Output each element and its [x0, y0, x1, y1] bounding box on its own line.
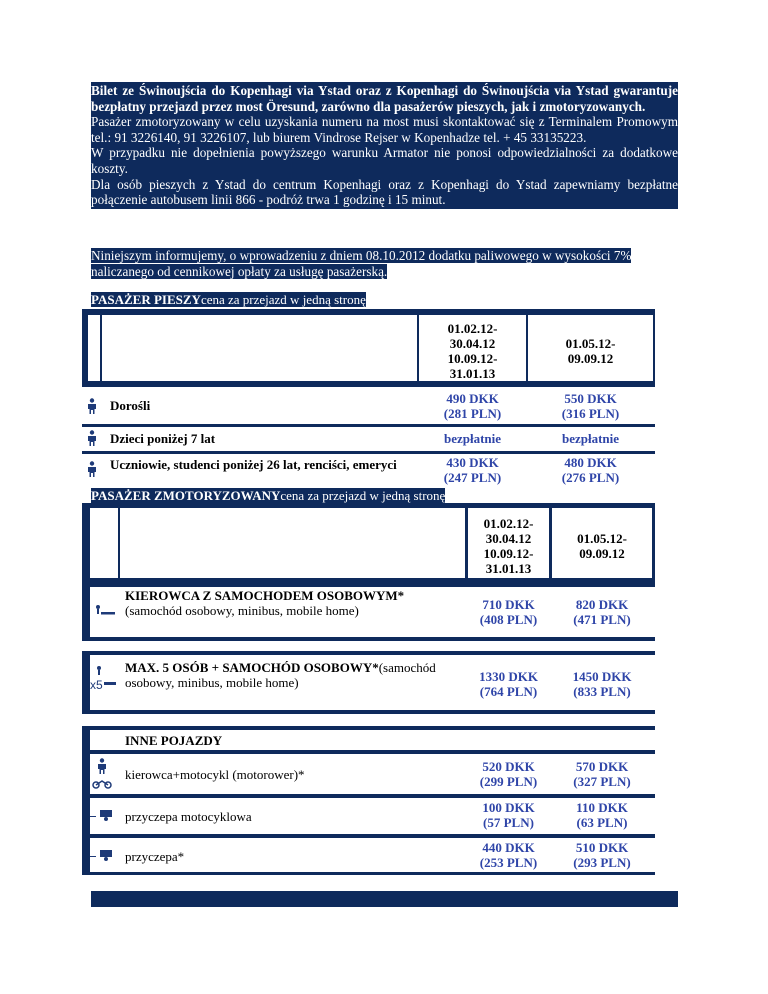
foot-period1-header — [419, 321, 526, 381]
car-section-title — [91, 488, 445, 503]
price-pln: (253 PLN) — [479, 855, 538, 870]
price-pln: (408 PLN) — [479, 612, 538, 627]
foot-row-label: Uczniowie, studenci poniżej 26 lat, renciści, emeryci — [110, 457, 397, 472]
foot-period2-line1: 01.05.12- — [565, 336, 616, 351]
price-dkk: 110 DKK — [576, 800, 628, 815]
person-icon — [84, 429, 100, 447]
intro-block — [91, 82, 678, 209]
price-pln: (57 PLN) — [483, 815, 534, 830]
car-row-group — [82, 656, 655, 710]
foot-row-children — [82, 427, 655, 449]
car-x5-icon — [88, 666, 118, 694]
price-dkk: 490 DKK — [446, 391, 499, 406]
foot-row-label: Dzieci poniżej 7 lat — [110, 431, 216, 446]
trailer-icon — [90, 848, 118, 864]
price-pln: (299 PLN) — [479, 774, 538, 789]
x5-label: x5 — [90, 678, 103, 692]
intro-bus-text: Dla osób pieszych z Ystad do centrum Kopenhagi oraz z Kopenhagi do Ystad zapewniamy bezpłatne połączenie autobusem linii 866 - podróż trwa 1 godzinę i 15 minut. — [91, 176, 678, 208]
person-icon — [84, 397, 100, 415]
price-free: bezpłatnie — [443, 431, 502, 446]
price-dkk: 480 DKK — [564, 455, 617, 470]
price-dkk: 710 DKK — [482, 597, 535, 612]
other-vehicles-header — [82, 730, 655, 750]
other-row-moto-trailer — [82, 798, 655, 834]
foot-row-adults — [82, 389, 655, 423]
price-pln: (293 PLN) — [573, 855, 631, 870]
car-row-label-rest: (samochód osobowy, minibus, mobile home) — [125, 603, 359, 618]
price-pln: (281 PLN) — [443, 406, 502, 421]
foot-title-bold: PASAŻER PIESZY — [91, 292, 201, 307]
price-dkk: 430 DKK — [446, 455, 499, 470]
fuel-notice — [91, 248, 678, 279]
car-icon — [90, 602, 118, 620]
footer-bar — [91, 891, 678, 907]
car-row-label-bold: KIEROWCA Z SAMOCHODEM OSOBOWYM* — [125, 588, 405, 603]
foot-period1-line4: 31.01.13 — [449, 366, 496, 381]
car-row-driver — [82, 587, 655, 637]
price-dkk: 440 DKK — [482, 840, 535, 855]
foot-period2-line2: 09.09.12 — [567, 351, 614, 366]
other-vehicles-title: INNE POJAZDY — [125, 733, 223, 748]
price-pln: (833 PLN) — [573, 684, 631, 699]
other-row-motorcycle — [82, 754, 655, 794]
price-dkk: 100 DKK — [482, 800, 535, 815]
price-pln: (247 PLN) — [443, 470, 502, 485]
price-dkk: 1450 DKK — [572, 669, 632, 684]
person-icon — [84, 460, 100, 478]
other-row-label: przyczepa motocyklowa — [125, 809, 252, 824]
intro-liability-text: W przypadku nie dopełnienia powyższego warunku Armator nie ponosi odpowiedzialności za dodatkowe koszty. — [91, 145, 678, 176]
price-dkk: 520 DKK — [482, 759, 535, 774]
car-table — [82, 503, 655, 875]
foot-section-title — [91, 292, 366, 307]
other-row-label: kierowca+motocykl (motorower)* — [125, 767, 305, 782]
car-title-rest: cena za przejazd w jedną stronę — [280, 488, 446, 503]
car-period2-line2: 09.09.12 — [579, 546, 625, 561]
foot-table — [82, 309, 655, 489]
price-free: bezpłatnie — [561, 431, 620, 446]
other-row-trailer — [82, 838, 655, 874]
intro-bold-text: Bilet ze Świnoujścia do Kopenhagi via Ystad oraz z Kopenhagi do Świnoujścia via Ystad gwarantuje bezpłatny przejazd przez most Öresund, zarówno dla pasażerów pieszych, jak i zmotoryzowanych. — [91, 83, 678, 114]
car-row-label-rest: (samochód osobowy, minibus, mobile home) — [125, 660, 436, 690]
foot-period2-header — [528, 336, 653, 366]
foot-period1-line2: 30.04.12 — [449, 336, 496, 351]
car-period2-line1: 01.05.12- — [577, 531, 627, 546]
car-period1-line4: 31.01.13 — [485, 561, 532, 576]
foot-row-label: Dorośli — [110, 398, 151, 413]
price-dkk: 820 DKK — [575, 597, 629, 612]
price-pln: (327 PLN) — [573, 774, 631, 789]
fuel-notice-text: Niniejszym informujemy, o wprowadzeniu z dniem 08.10.2012 dodatku paliwowego w wysokości 7% naliczanego od cennikowej opłaty za usługę pasażerską. — [91, 248, 632, 279]
other-row-label: przyczepa* — [125, 849, 185, 864]
car-period1-line2: 30.04.12 — [485, 531, 532, 546]
price-pln: (63 PLN) — [576, 815, 628, 830]
car-period1-header — [468, 516, 549, 576]
foot-title-rest: cena za przejazd w jedną stronę — [200, 292, 366, 307]
car-row-label-bold: MAX. 5 OSÓB + SAMOCHÓD OSOBOWY* — [125, 660, 379, 675]
price-pln: (471 PLN) — [573, 612, 631, 627]
foot-row-students — [82, 454, 655, 488]
price-dkk: 1330 DKK — [479, 669, 538, 684]
car-period1-line1: 01.02.12- — [483, 516, 534, 531]
price-pln: (316 PLN) — [561, 406, 620, 421]
car-title-bold: PASAŻER ZMOTORYZOWANY — [91, 488, 281, 503]
car-period2-header — [552, 531, 652, 561]
price-dkk: 550 DKK — [564, 391, 617, 406]
price-dkk: 570 DKK — [575, 759, 629, 774]
foot-period1-line1: 01.02.12- — [447, 321, 498, 336]
intro-contact-text: Pasażer zmotoryzowany w celu uzyskania numeru na most musi skontaktować się z Terminalem Promowym tel.: 91 3226140, 91 3226107, lub biurem Vindrose Rejser w Kopenhadze tel. + 45 33135223. — [91, 114, 678, 145]
trailer-icon — [90, 808, 118, 824]
price-dkk: 510 DKK — [575, 840, 629, 855]
foot-period1-line3: 10.09.12- — [447, 351, 498, 366]
motorcycle-icon — [92, 758, 116, 792]
price-pln: (276 PLN) — [561, 470, 620, 485]
price-pln: (764 PLN) — [479, 684, 538, 699]
car-period1-line3: 10.09.12- — [483, 546, 534, 561]
